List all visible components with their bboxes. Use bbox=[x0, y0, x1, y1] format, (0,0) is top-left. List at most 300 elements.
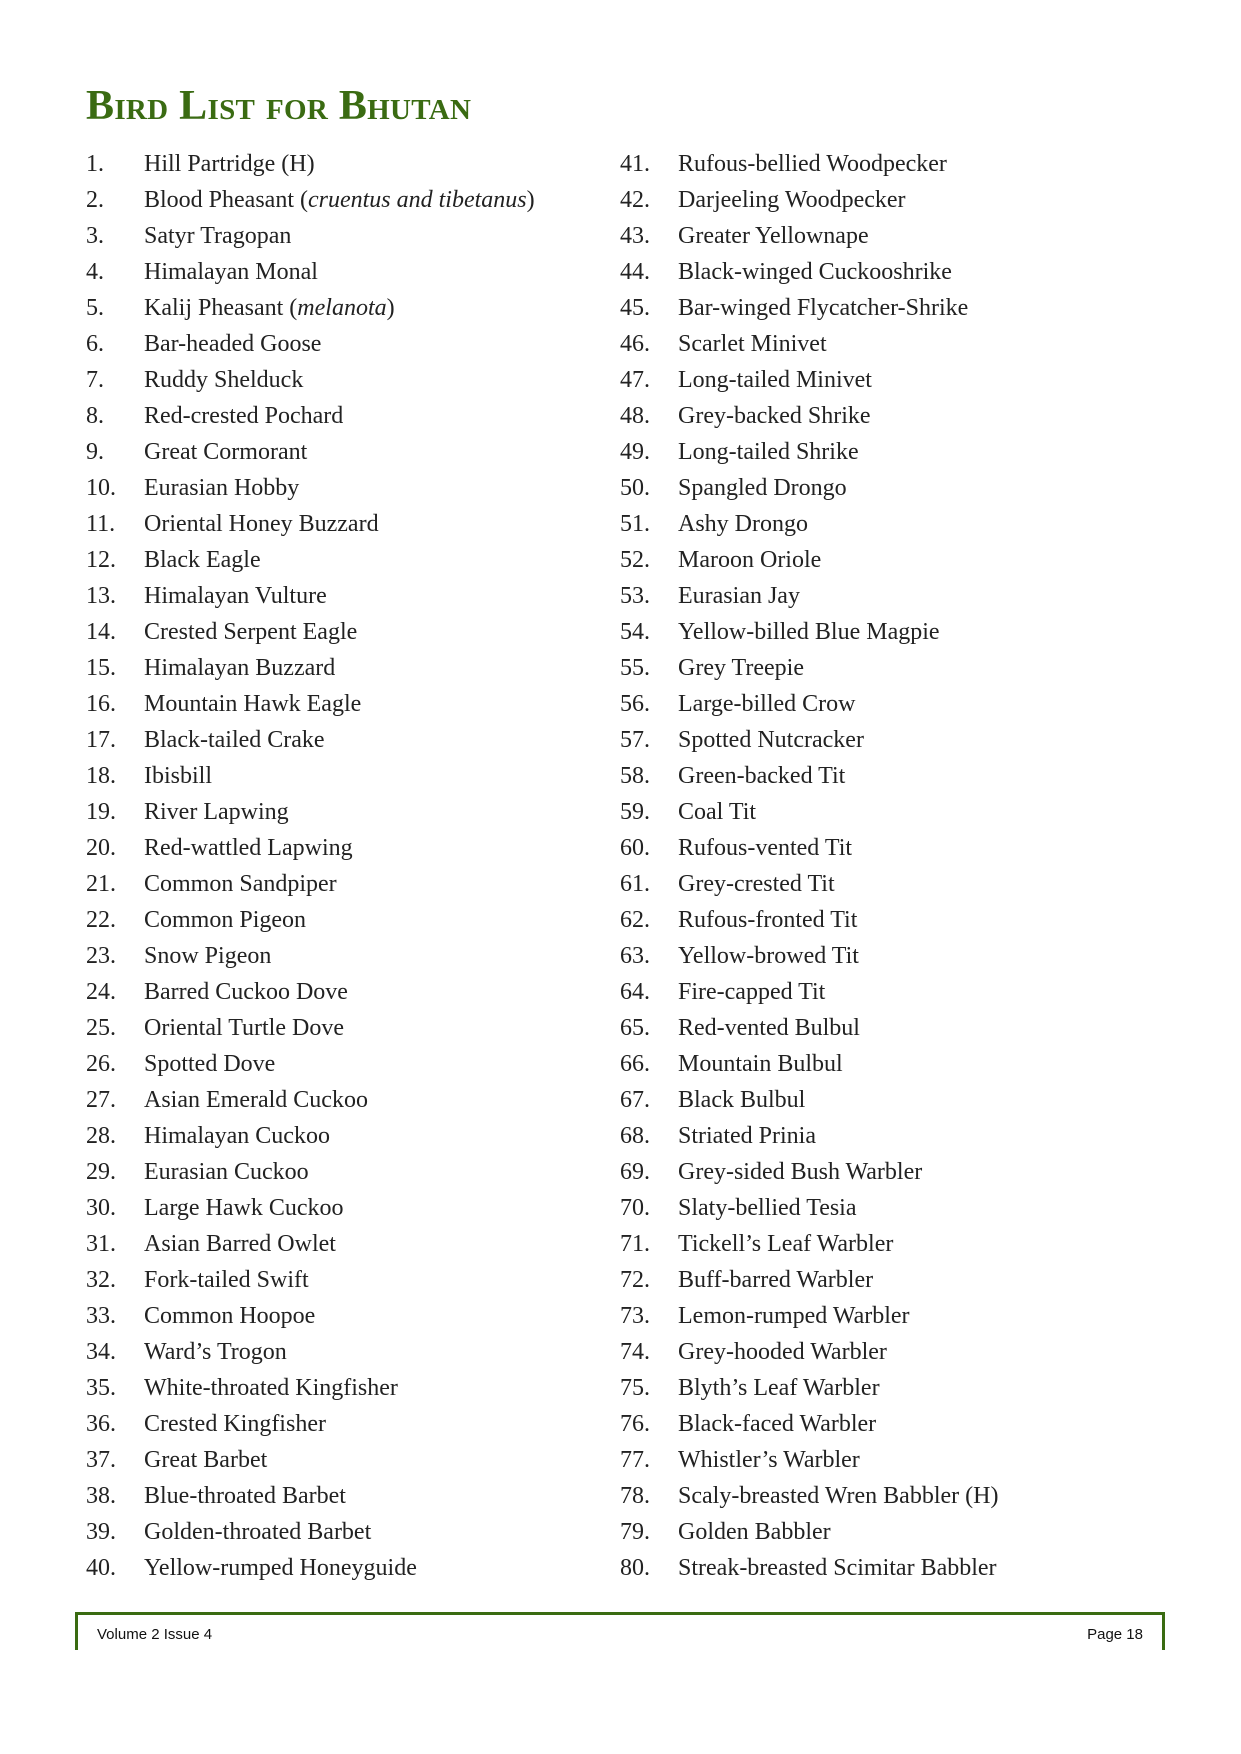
bird-name-text: Hill Partridge (H) bbox=[144, 151, 315, 177]
bird-list-item bbox=[620, 326, 1160, 362]
bird-list-item bbox=[620, 758, 1160, 794]
bird-list-item bbox=[620, 902, 1160, 938]
bird-name-text: Rufous-bellied Woodpecker bbox=[678, 151, 947, 177]
bird-name bbox=[144, 1226, 606, 1262]
bird-number: 31. bbox=[86, 1231, 116, 1257]
bird-list-item bbox=[620, 1046, 1160, 1082]
footer-page-number: Page 18 bbox=[1087, 1626, 1143, 1643]
bird-name-text: Lemon-rumped Warbler bbox=[678, 1303, 910, 1329]
bird-name bbox=[678, 326, 1160, 362]
bird-list-item bbox=[86, 1370, 606, 1406]
bird-name bbox=[678, 794, 1160, 830]
bird-number: 13. bbox=[86, 583, 116, 609]
bird-name bbox=[144, 1478, 606, 1514]
bird-name-text: Maroon Oriole bbox=[678, 547, 822, 573]
bird-number: 75. bbox=[620, 1375, 650, 1401]
bird-list-item bbox=[620, 578, 1160, 614]
bird-name bbox=[144, 434, 606, 470]
bird-name-text: White-throated Kingfisher bbox=[144, 1375, 398, 1401]
bird-name bbox=[678, 758, 1160, 794]
bird-list-item bbox=[620, 182, 1160, 218]
bird-list-item bbox=[620, 146, 1160, 182]
bird-name bbox=[678, 398, 1160, 434]
bird-number: 54. bbox=[620, 619, 650, 645]
bird-name-text: Snow Pigeon bbox=[144, 943, 272, 969]
bird-number: 52. bbox=[620, 547, 650, 573]
bird-list-item bbox=[620, 290, 1160, 326]
bird-name bbox=[144, 218, 606, 254]
bird-name-text: Asian Emerald Cuckoo bbox=[144, 1087, 368, 1113]
bird-list-item bbox=[86, 1046, 606, 1082]
bird-name-text: Ashy Drongo bbox=[678, 511, 808, 537]
bird-name-text: Common Pigeon bbox=[144, 907, 307, 933]
bird-name bbox=[678, 866, 1160, 902]
bird-name bbox=[144, 974, 606, 1010]
bird-name-text: Black-tailed Crake bbox=[144, 727, 325, 753]
bird-name-text: Rufous-vented Tit bbox=[678, 835, 853, 861]
bird-name-text: Golden-throated Barbet bbox=[144, 1519, 372, 1545]
bird-list-item bbox=[620, 1298, 1160, 1334]
bird-number: 5. bbox=[86, 295, 104, 321]
bird-name-text: Crested Kingfisher bbox=[144, 1411, 326, 1437]
bird-number: 53. bbox=[620, 583, 650, 609]
bird-name-text: Streak-breasted Scimitar Babbler bbox=[678, 1555, 997, 1581]
bird-number: 76. bbox=[620, 1411, 650, 1437]
bird-list-item bbox=[86, 1406, 606, 1442]
bird-name bbox=[678, 1154, 1160, 1190]
bird-number: 14. bbox=[86, 619, 116, 645]
bird-list-item bbox=[620, 1118, 1160, 1154]
bird-list-item bbox=[620, 506, 1160, 542]
bird-number: 55. bbox=[620, 655, 650, 681]
bird-name bbox=[678, 1298, 1160, 1334]
bird-number: 51. bbox=[620, 511, 650, 537]
bird-number: 16. bbox=[86, 691, 116, 717]
bird-list-item bbox=[86, 1262, 606, 1298]
bird-name bbox=[144, 902, 606, 938]
bird-name-text: Red-wattled Lapwing bbox=[144, 835, 353, 861]
bird-list-item bbox=[86, 830, 606, 866]
bird-list-item bbox=[620, 398, 1160, 434]
bird-name bbox=[678, 1046, 1160, 1082]
bird-name bbox=[678, 1190, 1160, 1226]
bird-list-item bbox=[620, 614, 1160, 650]
bird-number: 64. bbox=[620, 979, 650, 1005]
bird-name-text: Yellow-billed Blue Magpie bbox=[678, 619, 940, 645]
bird-name bbox=[144, 1334, 606, 1370]
bird-list-item bbox=[620, 1478, 1160, 1514]
bird-name bbox=[678, 470, 1160, 506]
bird-name bbox=[678, 686, 1160, 722]
bird-name-text: Red-crested Pochard bbox=[144, 403, 344, 429]
bird-list-item bbox=[86, 1478, 606, 1514]
bird-name bbox=[678, 1082, 1160, 1118]
bird-number: 42. bbox=[620, 187, 650, 213]
bird-name bbox=[678, 290, 1160, 326]
bird-name bbox=[144, 722, 606, 758]
bird-name-text: Green-backed Tit bbox=[678, 763, 846, 789]
bird-number: 19. bbox=[86, 799, 116, 825]
bird-list-item bbox=[620, 1442, 1160, 1478]
bird-name bbox=[678, 938, 1160, 974]
bird-name bbox=[144, 1010, 606, 1046]
bird-number: 63. bbox=[620, 943, 650, 969]
bird-number: 26. bbox=[86, 1051, 116, 1077]
bird-list-item bbox=[86, 218, 606, 254]
bird-name-text: Red-vented Bulbul bbox=[678, 1015, 860, 1041]
bird-name bbox=[678, 254, 1160, 290]
bird-number: 56. bbox=[620, 691, 650, 717]
bird-list-item bbox=[620, 1190, 1160, 1226]
bird-name bbox=[678, 362, 1160, 398]
bird-list-item bbox=[620, 722, 1160, 758]
bird-number: 66. bbox=[620, 1051, 650, 1077]
bird-name-text: Long-tailed Minivet bbox=[678, 367, 872, 393]
bird-name bbox=[144, 1298, 606, 1334]
bird-number: 17. bbox=[86, 727, 116, 753]
bird-name-text: Himalayan Vulture bbox=[144, 583, 327, 609]
bird-number: 36. bbox=[86, 1411, 116, 1437]
bird-number: 33. bbox=[86, 1303, 116, 1329]
bird-name bbox=[678, 1406, 1160, 1442]
bird-number: 57. bbox=[620, 727, 650, 753]
bird-list-item bbox=[620, 974, 1160, 1010]
bird-name bbox=[678, 614, 1160, 650]
bird-list-item bbox=[86, 866, 606, 902]
bird-name bbox=[144, 1406, 606, 1442]
bird-list-item bbox=[620, 542, 1160, 578]
bird-number: 4. bbox=[86, 259, 104, 285]
bird-name bbox=[678, 1118, 1160, 1154]
bird-name bbox=[678, 1262, 1160, 1298]
bird-name bbox=[144, 1442, 606, 1478]
bird-list-item bbox=[620, 434, 1160, 470]
bird-name bbox=[144, 578, 606, 614]
bird-name-text: Blue-throated Barbet bbox=[144, 1483, 346, 1509]
bird-list-item bbox=[620, 470, 1160, 506]
footer-volume-issue: Volume 2 Issue 4 bbox=[97, 1626, 213, 1643]
bird-list-item bbox=[86, 506, 606, 542]
bird-list-item bbox=[86, 1082, 606, 1118]
page-title: Bird List for Bhutan bbox=[86, 83, 472, 129]
bird-number: 12. bbox=[86, 547, 116, 573]
bird-number: 18. bbox=[86, 763, 116, 789]
bird-list-item bbox=[86, 434, 606, 470]
bird-number: 9. bbox=[86, 439, 104, 465]
bird-number: 49. bbox=[620, 439, 650, 465]
bird-list-item bbox=[86, 146, 606, 182]
bird-name-text: Scarlet Minivet bbox=[678, 331, 827, 357]
bird-name bbox=[144, 1046, 606, 1082]
bird-number: 29. bbox=[86, 1159, 116, 1185]
bird-name-text: Barred Cuckoo Dove bbox=[144, 979, 348, 1005]
bird-list-item bbox=[620, 794, 1160, 830]
bird-name-text: Ibisbill bbox=[144, 763, 213, 789]
bird-name-text: Eurasian Cuckoo bbox=[144, 1159, 309, 1185]
bird-number: 32. bbox=[86, 1267, 116, 1293]
bird-name bbox=[144, 1190, 606, 1226]
bird-number: 70. bbox=[620, 1195, 650, 1221]
bird-name-text: Scaly-breasted Wren Babbler (H) bbox=[678, 1483, 999, 1509]
bird-name bbox=[144, 830, 606, 866]
bird-number: 7. bbox=[86, 367, 104, 393]
bird-number: 22. bbox=[86, 907, 116, 933]
bird-name-text: Grey-sided Bush Warbler bbox=[678, 1159, 923, 1185]
bird-name-text: Large-billed Crow bbox=[678, 691, 856, 717]
bird-name bbox=[678, 1334, 1160, 1370]
bird-list-item bbox=[86, 1514, 606, 1550]
bird-name-text: Himalayan Buzzard bbox=[144, 655, 336, 681]
bird-subspecies: melanota bbox=[297, 295, 387, 321]
bird-name bbox=[678, 578, 1160, 614]
bird-name bbox=[144, 1514, 606, 1550]
bird-name-text: Satyr Tragopan bbox=[144, 223, 292, 249]
bird-list-item bbox=[86, 578, 606, 614]
bird-name bbox=[678, 1550, 1160, 1586]
bird-name-text: Crested Serpent Eagle bbox=[144, 619, 358, 645]
bird-name-text: Grey-backed Shrike bbox=[678, 403, 871, 429]
bird-name bbox=[678, 1514, 1160, 1550]
bird-list-item bbox=[86, 1550, 606, 1586]
bird-name bbox=[144, 542, 606, 578]
bird-name-text: Darjeeling Woodpecker bbox=[678, 187, 906, 213]
bird-number: 1. bbox=[86, 151, 104, 177]
bird-name bbox=[144, 362, 606, 398]
bird-name bbox=[144, 794, 606, 830]
bird-name-text: Whistler’s Warbler bbox=[678, 1447, 860, 1473]
bird-name-text: Rufous-fronted Tit bbox=[678, 907, 858, 933]
bird-name bbox=[144, 758, 606, 794]
bird-number: 79. bbox=[620, 1519, 650, 1545]
bird-name bbox=[144, 1082, 606, 1118]
bird-list-item bbox=[86, 1010, 606, 1046]
bird-list-item bbox=[86, 398, 606, 434]
bird-name-text: Buff-barred Warbler bbox=[678, 1267, 874, 1293]
bird-name-text: Greater Yellownape bbox=[678, 223, 869, 249]
bird-name-text: Fire-capped Tit bbox=[678, 979, 826, 1005]
bird-name-suffix: ) bbox=[526, 187, 535, 213]
bird-name-text: Bar-headed Goose bbox=[144, 331, 322, 357]
bird-list-item bbox=[620, 650, 1160, 686]
bird-name bbox=[144, 398, 606, 434]
bird-number: 41. bbox=[620, 151, 650, 177]
bird-name bbox=[678, 542, 1160, 578]
bird-number: 28. bbox=[86, 1123, 116, 1149]
bird-name-text: Black-winged Cuckooshrike bbox=[678, 259, 952, 285]
bird-name bbox=[144, 650, 606, 686]
bird-name-text: Grey-crested Tit bbox=[678, 871, 835, 897]
bird-number: 69. bbox=[620, 1159, 650, 1185]
bird-name-text: Black Eagle bbox=[144, 547, 261, 573]
bird-name bbox=[144, 1550, 606, 1586]
bird-number: 59. bbox=[620, 799, 650, 825]
bird-name bbox=[678, 1370, 1160, 1406]
bird-list-item bbox=[86, 1226, 606, 1262]
bird-name-text: River Lapwing bbox=[144, 799, 289, 825]
bird-list-item bbox=[86, 938, 606, 974]
bird-list-item bbox=[86, 290, 606, 326]
bird-name bbox=[144, 1154, 606, 1190]
bird-name bbox=[678, 974, 1160, 1010]
bird-number: 65. bbox=[620, 1015, 650, 1041]
bird-list-item bbox=[620, 686, 1160, 722]
bird-name bbox=[144, 182, 606, 218]
bird-list-item bbox=[86, 1190, 606, 1226]
bird-list-item bbox=[620, 362, 1160, 398]
bird-name-text: Great Cormorant bbox=[144, 439, 308, 465]
bird-name bbox=[678, 1226, 1160, 1262]
bird-list-item bbox=[86, 182, 606, 218]
bird-name-text: Yellow-rumped Honeyguide bbox=[144, 1555, 417, 1581]
bird-name-text: Blyth’s Leaf Warbler bbox=[678, 1375, 880, 1401]
bird-name-text: Oriental Honey Buzzard bbox=[144, 511, 379, 537]
bird-name-text: Black Bulbul bbox=[678, 1087, 806, 1113]
bird-list-item bbox=[620, 1334, 1160, 1370]
bird-list-left-column bbox=[86, 146, 606, 1586]
bird-list-item bbox=[86, 686, 606, 722]
bird-name-text: Mountain Hawk Eagle bbox=[144, 691, 362, 717]
bird-number: 48. bbox=[620, 403, 650, 429]
bird-name-text: Himalayan Monal bbox=[144, 259, 318, 285]
bird-list-item bbox=[86, 974, 606, 1010]
bird-name-text: Kalij Pheasant ( bbox=[144, 295, 298, 321]
bird-number: 35. bbox=[86, 1375, 116, 1401]
bird-name-suffix: ) bbox=[386, 295, 395, 321]
bird-subspecies: cruentus and tibetanus bbox=[307, 187, 527, 213]
bird-number: 68. bbox=[620, 1123, 650, 1149]
bird-list-item bbox=[86, 650, 606, 686]
bird-number: 80. bbox=[620, 1555, 650, 1581]
bird-list-item bbox=[86, 326, 606, 362]
bird-list-item bbox=[86, 1298, 606, 1334]
bird-name bbox=[678, 434, 1160, 470]
bird-number: 62. bbox=[620, 907, 650, 933]
bird-name-text: Large Hawk Cuckoo bbox=[144, 1195, 344, 1221]
bird-name-text: Eurasian Hobby bbox=[144, 475, 300, 501]
bird-number: 6. bbox=[86, 331, 104, 357]
bird-name-text: Bar-winged Flycatcher-Shrike bbox=[678, 295, 969, 321]
bird-name-text: Golden Babbler bbox=[678, 1519, 831, 1545]
bird-number: 24. bbox=[86, 979, 116, 1005]
bird-number: 10. bbox=[86, 475, 116, 501]
bird-number: 34. bbox=[86, 1339, 116, 1365]
bird-name bbox=[678, 146, 1160, 182]
bird-name-text: Coal Tit bbox=[678, 799, 757, 825]
bird-list-item bbox=[86, 1442, 606, 1478]
bird-list-item bbox=[620, 1514, 1160, 1550]
bird-name bbox=[144, 254, 606, 290]
bird-list-item bbox=[620, 1154, 1160, 1190]
bird-list-item bbox=[620, 254, 1160, 290]
bird-number: 71. bbox=[620, 1231, 650, 1257]
bird-list-item bbox=[620, 830, 1160, 866]
bird-number: 44. bbox=[620, 259, 650, 285]
bird-number: 47. bbox=[620, 367, 650, 393]
bird-number: 72. bbox=[620, 1267, 650, 1293]
bird-name-text: Asian Barred Owlet bbox=[144, 1231, 336, 1257]
bird-list-item bbox=[86, 758, 606, 794]
bird-number: 74. bbox=[620, 1339, 650, 1365]
bird-list-item bbox=[620, 1550, 1160, 1586]
bird-number: 78. bbox=[620, 1483, 650, 1509]
bird-name bbox=[678, 902, 1160, 938]
bird-name bbox=[144, 470, 606, 506]
bird-number: 39. bbox=[86, 1519, 116, 1545]
bird-list-item bbox=[620, 1082, 1160, 1118]
bird-name bbox=[144, 1262, 606, 1298]
bird-name bbox=[678, 1442, 1160, 1478]
bird-number: 43. bbox=[620, 223, 650, 249]
bird-name bbox=[678, 650, 1160, 686]
bird-number: 40. bbox=[86, 1555, 116, 1581]
bird-number: 46. bbox=[620, 331, 650, 357]
bird-list-item bbox=[86, 1334, 606, 1370]
bird-name-text: Slaty-bellied Tesia bbox=[678, 1195, 857, 1221]
bird-name bbox=[144, 1118, 606, 1154]
bird-number: 77. bbox=[620, 1447, 650, 1473]
bird-name-text: Tickell’s Leaf Warbler bbox=[678, 1231, 894, 1257]
bird-name-text: Spangled Drongo bbox=[678, 475, 847, 501]
bird-list-item bbox=[86, 794, 606, 830]
bird-number: 11. bbox=[86, 511, 116, 537]
bird-name-text: Grey Treepie bbox=[678, 655, 804, 681]
bird-number: 58. bbox=[620, 763, 650, 789]
bird-name bbox=[678, 1010, 1160, 1046]
bird-number: 23. bbox=[86, 943, 116, 969]
bird-name-text: Ruddy Shelduck bbox=[144, 367, 304, 393]
bird-name bbox=[144, 1370, 606, 1406]
bird-name-text: Blood Pheasant ( bbox=[144, 187, 308, 213]
bird-name-text: Yellow-browed Tit bbox=[678, 943, 859, 969]
bird-name bbox=[678, 506, 1160, 542]
bird-number: 21. bbox=[86, 871, 116, 897]
bird-number: 2. bbox=[86, 187, 104, 213]
bird-list-item bbox=[86, 614, 606, 650]
bird-list-item bbox=[86, 902, 606, 938]
bird-number: 27. bbox=[86, 1087, 116, 1113]
bird-name bbox=[678, 722, 1160, 758]
bird-name-text: Striated Prinia bbox=[678, 1123, 816, 1149]
bird-name-text: Ward’s Trogon bbox=[144, 1339, 287, 1365]
bird-name bbox=[144, 506, 606, 542]
bird-list-item bbox=[620, 1226, 1160, 1262]
bird-name-text: Grey-hooded Warbler bbox=[678, 1339, 887, 1365]
bird-name-text: Long-tailed Shrike bbox=[678, 439, 859, 465]
bird-list-item bbox=[620, 1262, 1160, 1298]
bird-name bbox=[144, 614, 606, 650]
bird-name-text: Spotted Nutcracker bbox=[678, 727, 864, 753]
bird-list-item bbox=[86, 722, 606, 758]
bird-name-text: Great Barbet bbox=[144, 1447, 268, 1473]
bird-number: 20. bbox=[86, 835, 116, 861]
bird-name-text: Eurasian Jay bbox=[678, 583, 800, 609]
bird-list-item bbox=[620, 1010, 1160, 1046]
bird-name bbox=[144, 938, 606, 974]
bird-name bbox=[678, 1478, 1160, 1514]
bird-name-text: Common Sandpiper bbox=[144, 871, 337, 897]
bird-list-item bbox=[620, 938, 1160, 974]
bird-number: 25. bbox=[86, 1015, 116, 1041]
bird-list-item bbox=[86, 362, 606, 398]
bird-list-item bbox=[86, 542, 606, 578]
bird-list-item bbox=[620, 1406, 1160, 1442]
bird-list-item bbox=[86, 470, 606, 506]
bird-list-item bbox=[86, 1118, 606, 1154]
page-footer bbox=[75, 1612, 1165, 1650]
bird-number: 60. bbox=[620, 835, 650, 861]
bird-name-text: Common Hoopoe bbox=[144, 1303, 316, 1329]
bird-list-item bbox=[86, 1154, 606, 1190]
